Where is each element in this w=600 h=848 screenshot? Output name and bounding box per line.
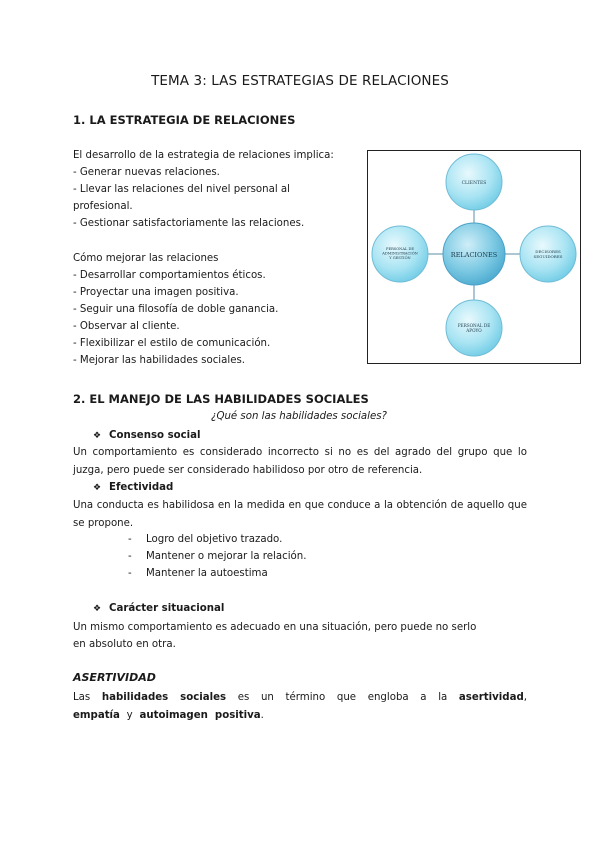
intro-line: profesional. xyxy=(73,201,133,212)
intro-line: El desarrollo de la estrategia de relaciones implica: xyxy=(73,150,334,161)
diamond-bullet-icon: ❖ xyxy=(93,431,102,441)
asertividad-text: , xyxy=(523,692,527,703)
asertividad-bold: habilidades sociales xyxy=(101,692,227,703)
section-1-heading: 1. LA ESTRATEGIA DE RELACIONES xyxy=(73,113,296,127)
consenso-label: Consenso social xyxy=(109,430,201,441)
efectividad-item-text: Logro del objetivo trazado. xyxy=(146,534,283,545)
efectividad-item xyxy=(128,534,282,545)
diamond-bullet-icon: ❖ xyxy=(93,483,102,493)
diamond-bullet-icon: ❖ xyxy=(93,604,102,614)
dash-bullet: - xyxy=(128,534,132,545)
dash-bullet: - xyxy=(128,568,132,579)
asertividad-heading: ASERTIVIDAD xyxy=(73,671,156,684)
node-top-label: CLIENTES xyxy=(461,181,487,186)
relations-diagram-svg xyxy=(368,151,580,363)
node-left-label: PERSONAL DE ADMINISTRACIÓN Y GESTIÓN xyxy=(382,247,418,260)
asertividad-bold: autoimagen positiva xyxy=(139,710,261,721)
caracter-line: Un mismo comportamiento es adecuado en una situación, pero puede no serlo xyxy=(73,622,477,633)
efectividad-label: Efectividad xyxy=(109,482,174,493)
efectividad-item xyxy=(128,568,268,579)
improve-line: - Seguir una filosofía de doble ganancia. xyxy=(73,304,279,315)
efectividad-item xyxy=(128,551,306,562)
intro-line: - Llevar las relaciones del nivel personal al xyxy=(73,184,291,195)
efectividad-text: Una conducta es habilidosa en la medida en que conduce a la obtención de aquello que se propone. xyxy=(73,500,527,529)
asertividad-bold: empatía xyxy=(73,710,120,721)
relations-diagram xyxy=(367,150,581,364)
node-center-label: RELACIONES xyxy=(450,251,498,259)
efectividad-heading xyxy=(93,482,173,493)
habilidades-question-text: ¿Qué son las habilidades sociales? xyxy=(211,411,387,422)
intro-line: - Gestionar satisfactoriamente las relaciones. xyxy=(73,218,305,229)
consenso-heading xyxy=(93,430,201,441)
improve-line: Cómo mejorar las relaciones xyxy=(73,253,219,264)
efectividad-item-text: Mantener la autoestima xyxy=(146,568,268,579)
caracter-label: Carácter situacional xyxy=(109,603,225,614)
efectividad-item-text: Mantener o mejorar la relación. xyxy=(146,551,307,562)
intro-line: - Generar nuevas relaciones. xyxy=(73,167,220,178)
habilidades-question xyxy=(0,411,600,422)
caracter-heading xyxy=(93,603,224,614)
improve-line: - Flexibilizar el estilo de comunicación. xyxy=(73,338,271,349)
asertividad-text: y xyxy=(119,710,140,721)
improve-line: - Observar al cliente. xyxy=(73,321,180,332)
page-title: TEMA 3: LAS ESTRATEGIAS DE RELACIONES xyxy=(151,73,449,89)
asertividad-paragraph xyxy=(73,689,527,725)
improve-line: - Mejorar las habilidades sociales. xyxy=(73,355,246,366)
node-bottom-label: PERSONAL DE APOYO xyxy=(457,323,491,333)
node-right-label: DECISORES SEGUIDORES xyxy=(533,249,563,259)
asertividad-text: es un término que engloba a la xyxy=(226,692,459,703)
asertividad-bold: asertividad xyxy=(458,692,524,703)
asertividad-text: Las xyxy=(73,692,102,703)
asertividad-text: . xyxy=(260,710,264,721)
dash-bullet: - xyxy=(128,551,132,562)
caracter-line: en absoluto en otra. xyxy=(73,639,176,650)
section-2-heading: 2. EL MANEJO DE LAS HABILIDADES SOCIALES xyxy=(73,392,369,406)
consenso-text: Un comportamiento es considerado incorrecto si no es del agrado del grupo que lo juzga, pero puede ser considerado habilidoso por otro de referencia. xyxy=(73,447,527,476)
improve-line: - Proyectar una imagen positiva. xyxy=(73,287,239,298)
improve-line: - Desarrollar comportamientos éticos. xyxy=(73,270,266,281)
